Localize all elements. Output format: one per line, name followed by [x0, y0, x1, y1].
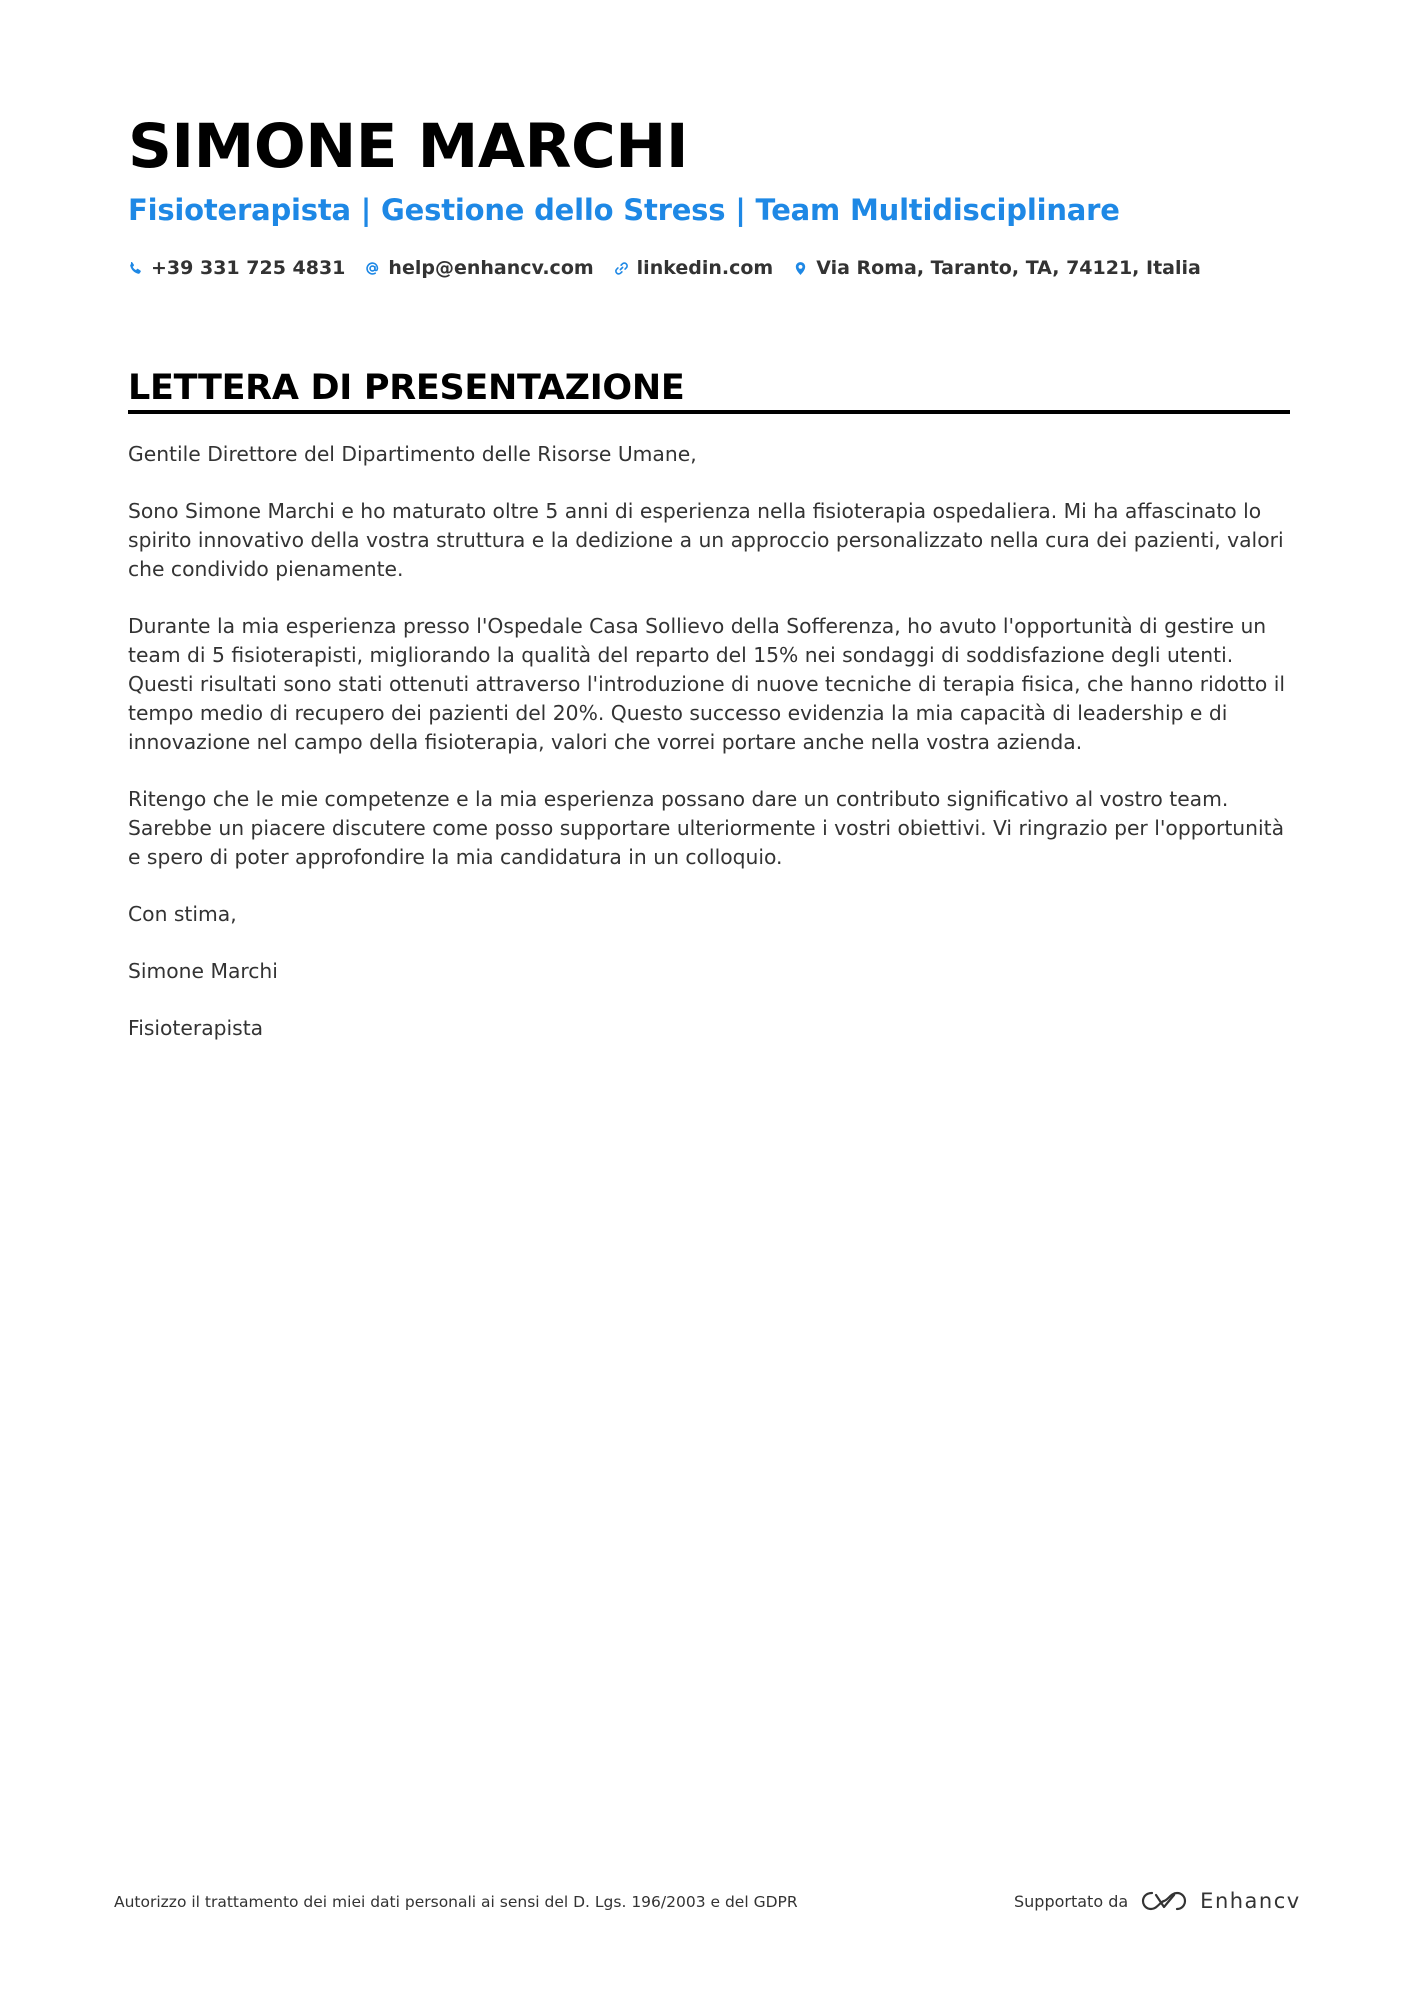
location-pin-icon [793, 261, 808, 276]
powered-by-label: Supportato da [1014, 1891, 1129, 1911]
contact-location [793, 257, 1201, 279]
letter-closing: Con stima, [128, 902, 237, 926]
link-icon [614, 261, 629, 276]
contact-bar [128, 252, 1201, 284]
letter-greeting: Gentile Direttore del Dipartimento delle Risorse Umane, [128, 442, 697, 466]
signature-title: Fisioterapista [128, 1016, 264, 1040]
section-title: LETTERA DI PRESENTAZIONE [128, 368, 685, 408]
contact-phone [128, 257, 345, 279]
contact-email[interactable] [365, 257, 593, 279]
gdpr-consent-note: Autorizzo il trattamento dei miei dati personali ai sensi del D. Lgs. 196/2003 e del GDPR [114, 1893, 798, 1911]
candidate-headline: Fisioterapista | Gestione dello Stress | Team Multidisciplinare [128, 193, 1120, 227]
at-icon [365, 261, 380, 276]
letter-body [128, 440, 1298, 1071]
phone-text: +39 331 725 4831 [151, 257, 346, 279]
candidate-name: SIMONE MARCHI [128, 111, 689, 182]
signature-name: Simone Marchi [128, 959, 278, 983]
contact-link[interactable] [614, 257, 774, 279]
brand-name: Enhancv [1200, 1889, 1301, 1913]
powered-by[interactable] [1014, 1888, 1301, 1914]
section-divider [128, 410, 1290, 414]
phone-icon [128, 261, 143, 276]
letter-paragraph: Ritengo che le mie competenze e la mia esperienza possano dare un contributo significativo al vostro team. Sarebbe un piacere discutere come posso supportare ulteriormente i vostri obiettivi. Vi ringrazio per l'opportunità e spero di poter approfondire la mia candidatura in un colloquio. [128, 787, 1285, 869]
link-text: linkedin.com [636, 257, 774, 279]
letter-paragraph: Sono Simone Marchi e ho maturato oltre 5 anni di esperienza nella fisioterapia ospedaliera. Mi ha affascinato lo spirito innovativo della vostra struttura e la dedizione a un approccio personalizzato nella cura dei pazienti, valori che condivido pienamente. [128, 499, 1284, 581]
email-text: help@enhancv.com [388, 257, 594, 279]
location-text: Via Roma, Taranto, TA, 74121, Italia [816, 257, 1201, 279]
enhancv-logo-icon [1140, 1888, 1188, 1914]
letter-paragraph: Durante la mia esperienza presso l'Ospedale Casa Sollievo della Sofferenza, ho avuto l'opportunità di gestire un team di 5 fisioterapisti, migliorando la qualità del reparto del 15% nei sondaggi di soddisfazione degli utenti. Questi risultati sono stati ottenuti attraverso l'introduzione di nuove tecniche di terapia fisica, che hanno ridotto il tempo medio di recupero dei pazienti del 20%. Questo successo evidenzia la mia capacità di leadership e di innovazione nel campo della fisioterapia, valori che vorrei portare anche nella vostra azienda. [128, 614, 1286, 754]
